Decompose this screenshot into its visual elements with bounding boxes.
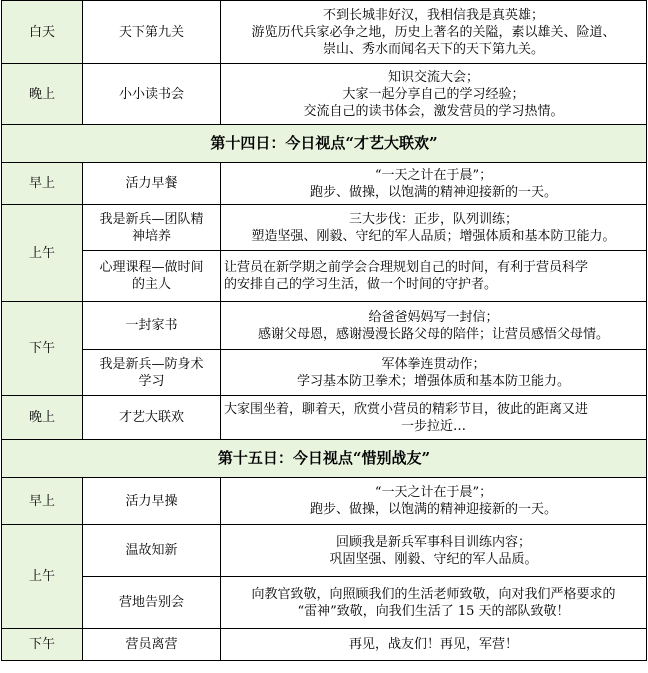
description-line: 游览历代兵家必争之地，历史上著名的关隘，素以雄关、险道、 [251,24,616,40]
description-line: 塑造坚强、刚毅、守纪的军人品质；增强体质和基本防卫能力。 [251,228,616,244]
description-line: 崇山、秀水而闻名天下的天下第九关。 [322,41,544,57]
description-line: 学习基本防卫拳术；增强体质和基本防卫能力。 [296,373,570,389]
description-line: 跑步、做操，以饱满的精神迎接新的一天。 [309,502,557,517]
description-cell [221,478,647,525]
description-line: “一天之计在于晨”； [374,485,493,500]
table-row [2,205,647,251]
description-line: 三大步伐：正步，队列训练； [348,211,518,227]
description-line: 回顾我是新兵军事科目训练内容； [335,534,531,550]
schedule-table [1,0,647,661]
day-14-title: 第十四日：今日视点“才艺大联欢” [2,125,647,163]
description-cell [221,302,647,350]
time-cell: 早上 [2,478,83,525]
description-cell [221,64,647,125]
table-row [2,525,647,577]
time-cell: 上午 [2,525,83,629]
description-line: 不到长城非好汉，我相信我是真英雄； [322,7,544,23]
description-line: 再见，战友们！再见，军营！ [348,637,518,652]
description-cell [221,1,647,64]
description-line: 跑步、做操，以饱满的精神迎接新的一天。 [309,184,557,200]
table-row [2,64,647,125]
day-header-row [2,440,647,478]
activity-cell: 温故知新 [83,525,221,577]
description-line: “一天之计在于晨”； [374,167,493,183]
activity-cell [83,350,221,396]
description-cell [221,525,647,577]
activity-cell: 才艺大联欢 [83,396,221,440]
description-line: 军体拳连贯动作； [381,356,486,372]
activity-cell [83,205,221,251]
activity-cell [83,251,221,302]
description-line: 的安排自己的学习生活，做一个时间的守护者。 [224,277,498,292]
day-15-title: 第十五日：今日视点“惜别战友” [2,440,647,478]
description-cell [221,350,647,396]
table-row [2,478,647,525]
description-cell [221,629,647,661]
time-cell: 晚上 [2,396,83,440]
time-cell: 下午 [2,302,83,396]
time-cell: 早上 [2,163,83,205]
time-cell: 下午 [2,629,83,661]
description-line: 大家一起分享自己的学习经验； [342,86,525,102]
description-line: 给爸爸妈妈写一封信； [368,309,499,325]
description-cell [221,205,647,251]
activity-line: 我是新兵—团队精 [99,211,204,227]
activity-cell: 一封家书 [83,302,221,350]
activity-line: 神培养 [131,228,171,244]
description-cell [221,251,647,302]
description-cell [221,396,647,440]
table-row [2,302,647,350]
table-row [2,350,647,396]
day-header-row [2,125,647,163]
description-line: 交流自己的读书体会，激发营员的学习热情。 [303,103,564,119]
activity-cell: 营员离营 [83,629,221,661]
table-row [2,577,647,629]
description-line: 知识交流大会； [387,69,479,85]
description-line: 大家围坐着，聊着天，欣赏小营员的精彩节目，彼此的距离又进 [224,401,589,417]
activity-line: 我是新兵—防身术 [99,356,204,372]
activity-cell: 营地告别会 [83,577,221,629]
description-line: 向教官致敬，向照顾我们的生活老师致敬，向对我们严格要求的 [251,586,616,602]
time-cell: 白天 [2,1,83,64]
activity-cell: 活力早操 [83,478,221,525]
activity-cell: 小小读书会 [83,64,221,125]
description-line: 巩固坚强、刚毅、守纪的军人品质。 [329,551,538,567]
description-cell [221,163,647,205]
time-cell: 晚上 [2,64,83,125]
table-row [2,163,647,205]
table-row [2,396,647,440]
description-line: 感谢父母恩，感谢漫漫长路父母的陪伴；让营员感悟父母情。 [257,326,609,342]
activity-line: 的主人 [131,277,171,292]
description-line: “雷神”致敬，向我们生活了 15 天的部队致敬！ [297,603,570,619]
table-row [2,251,647,302]
table-row [2,1,647,64]
description-line: 让营员在新学期之前学会合理规划自己的时间，有利于营员科学 [224,260,589,275]
activity-line: 学习 [138,373,165,389]
activity-cell: 活力早餐 [83,163,221,205]
time-cell: 上午 [2,205,83,302]
description-cell [221,577,647,629]
activity-line: 心理课程—做时间 [99,260,204,275]
description-line: 一步拉近… [400,418,466,434]
activity-cell: 天下第九关 [83,1,221,64]
table-row [2,629,647,661]
